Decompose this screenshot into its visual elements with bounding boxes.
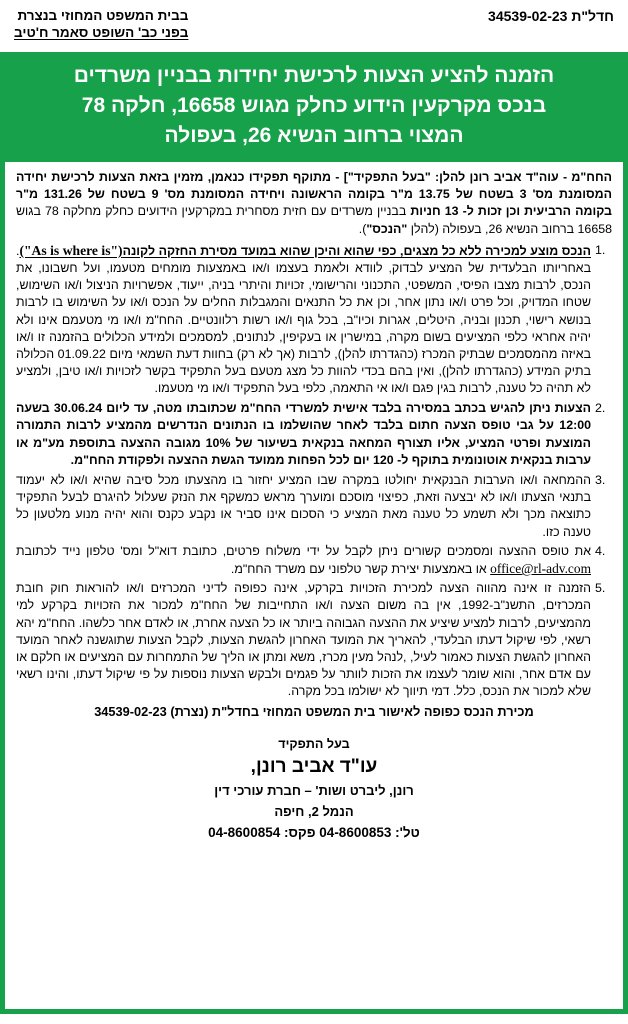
court-header (0, 0, 628, 52)
clause-item-1 (16, 242, 612, 398)
as-is-where-is-phrase: ("As is where is") (19, 242, 123, 258)
title-line-1: הזמנה להציע הצעות לרכישת יחידות בבניין משרדים (73, 64, 555, 87)
court-name-line: בבית המשפט המחוזי בנצרת (17, 8, 189, 23)
clause-list (16, 242, 612, 701)
title-line-3: המצוי ברחוב הנשיא 26, בעפולה (164, 124, 464, 147)
court-header-lines (14, 7, 188, 41)
clause-4-text (16, 543, 591, 578)
title-line-2: בנכס מקרקעין הידוע כחלק מגוש 16658, חלקה 78 (81, 94, 547, 117)
clause-item-5 (16, 580, 612, 700)
contact-email-link[interactable]: office@rl-adv.com (490, 561, 591, 577)
signature-block (16, 735, 612, 843)
signatory-role: בעל התפקיד (278, 736, 350, 751)
signatory-name: עו"ד אביב רונן, (250, 755, 378, 777)
intro-regular-tail: ). (358, 221, 367, 236)
intro-bold-tail: "הנכס" (366, 221, 408, 236)
intro-bold: החח"מ - עוה"ד אביב רונן להלן: "בעל התפקיד"] - מתוקף תפקידו כנאמן, מזמין בזאת הצעות לרכישת יחידה המסומנת מס' 3 בשטח של 13.75 מ"ר בקומה הראשונה ויחידה המסומנת מס' 9 בשטח של 131.26 מ"ר בקומה הרביעית וכן זכות ל- 13 חניות (16, 170, 612, 219)
firm-address: הנמל 2, חיפה (274, 803, 354, 819)
clause-4-text-after: או באמצעות יצירת קשר טלפוני עם משרד החח"מ. (230, 562, 491, 577)
presiding-judge-line: בפני כב' השופט סאמר ח'טיב (14, 25, 189, 40)
law-firm-name: רונן, ליברט ושות' – חברת עורכי דין (214, 782, 414, 798)
clause-1-lead: הנכס מוצע למכירה ללא כל מצגים, כפי שהוא והיכן שהוא במועד מסירת החזקה לקונה (122, 243, 591, 258)
case-number: חדל"ת 34539-02-23 (488, 8, 614, 24)
clause-item-2 (16, 400, 612, 470)
title-banner (0, 52, 628, 162)
clause-1-rest: . באחריותו הבלעדית של המציע לבדוק, לוודא ולאמת בעצמו ו/או באמצעות מומחים מטעמו, ועל חשבונו, את הנכס, לרבות מצבו הפיסי, המשפטי, התכנוני והרישומי, זכויות והיתרי בניה, ייעוד, אפשרויות הניצול ו/או השימוש, שטחו המדויק, וכל פרט ו/או נתון אחר, וכן את כל התנאים והמגבלות החלים על הנכס ו/או על השימוש בו לרבות בנושא רישוי, תכנון ובניה, היטלים, אגרות וכיו"ב, בכל גוף ו/או רשות רלוונטיים. החח"מ ו/או מי מטעמם אינו ולא יהיה אחראי כלפי המציעים בשום מקרה, במישרין או בעקיפין, לנתונים, למסמכים ולמידע הכלולים בהזמנה זו ו/או באיזה מהמסמכים שבתיק המכרז (כהגדרתו להלן), לרבות (אך לא רק) בחוות דעת השמאי מיום 01.09.22 הכלולה בתיק המידע (כהגדרתו להלן), ואין בהם בכדי להוות כל מצג מטעם בעל התפקיד בקשר לזכויות ו/או טיבן, ולמציע לא תהיה כל טענה, לרבות בגין פגם ו/או אי התאמה, כלפי בעל התפקיד ו/או מי מטעמו. (16, 243, 591, 396)
clause-item-3 (16, 472, 612, 541)
clause-4-text-before: את טופס ההצעה ומסמכים קשורים ניתן לקבל על ידי משלוח פרטים, כתובת דוא"ל ומס' טלפון נייד לכתובת (16, 543, 591, 558)
intro-regular: בבניין משרדים עם חזית מסחרית במקרקעין הידועים כחלק מחלקה 78 בגוש 16658 ברחוב הנשיא 26, בעפולה (להלן (16, 204, 612, 236)
clause-5-text: הזמנה זו אינה מהווה הצעה למכירת הזכויות בקרקע, אינה כפופה לדיני המכרזים ו/או להוראות חוק חובת המכרזים, התשנ"ב-1992, אין בה משום הצעה ו/או התחייבות של החח"מ למכור את הזכויות בקרקע למי מהמציעים, לרבות למציע שיציע את ההצעה הגבוהה ביותר או כל הצעה אחרת, או לאדם אחר כלשהו. החח"מ יהא רשאי, לפי שיקול דעתו הבלעדי, להאריך את המועד האחרון להגשת הצעות, לקבל הצעות שתוגשנה לאחר המועד האחרון להגשת הצעות כאמור לעיל, ,לנהל מעין מכרז, משא ומתן או הליך של התמחרות עם המציעים או חלקם או עם אדם אחר, והוא שומר לעצמו את הזכות לוותר על פגמים ולבקש הצעות נוספות על פי שיקול דעתו, והינו רשאי שלא למכור את הנכס, כלל. דמי תיווך לא ישולמו בכל מקרה. (16, 581, 591, 699)
intro-paragraph (16, 169, 612, 238)
court-approval-note: מכירת הנכס כפופה לאישור בית המשפט המחוזי בחדל"ת (נצרת) 34539-02-23 (94, 703, 534, 719)
clause-2-text: הצעות ניתן להגיש בכתב במסירה בלבד אישית למשרדי החח"מ שכתובתו מטה, עד ליום 30.06.24 בשעה 12:00 על גבי טופס הצעה חתום בלבד לאחר שהושלמו בו הנתונים הנדרשים מהמציע לרבות התמורה המוצעת ופרטי המציע, אליו תצורף המחאה בנקאית בשיעור של 10% מגובה ההצעה בתוספת מע"מ או ערבות בנקאית אוטונומית בתוקף ל- 120 יום לכל הפחות ממועד הגשת ההצעה ולפקודת החח"מ. (16, 400, 591, 468)
clause-3-text: ההמחאה ו/או הערבות הבנקאית יחולטו במקרה שבו המציע יחזור בו מהצעתו מכל סיבה שהיא ו/או לא יעמוד בתנאי הצעתו ו/או לא יבצעה וזאת, כפיצוי מוסכם ומוערך מראש כמשקף את הנזק שעלול להיגרם לבעל התפקיד כתוצאה מכך ולא תשמע כל טענה מאת המציע כי הסכום אינו סביר או נקבע כקנס והוא יהיה מנוע מלטעון כל טענה כזו. (16, 473, 591, 539)
clause-1-text (16, 242, 591, 398)
notice-body (0, 162, 628, 1014)
firm-contact: טל': 04-8600853 פקס: 04-8600854 (208, 824, 420, 840)
clause-item-4 (16, 543, 612, 578)
